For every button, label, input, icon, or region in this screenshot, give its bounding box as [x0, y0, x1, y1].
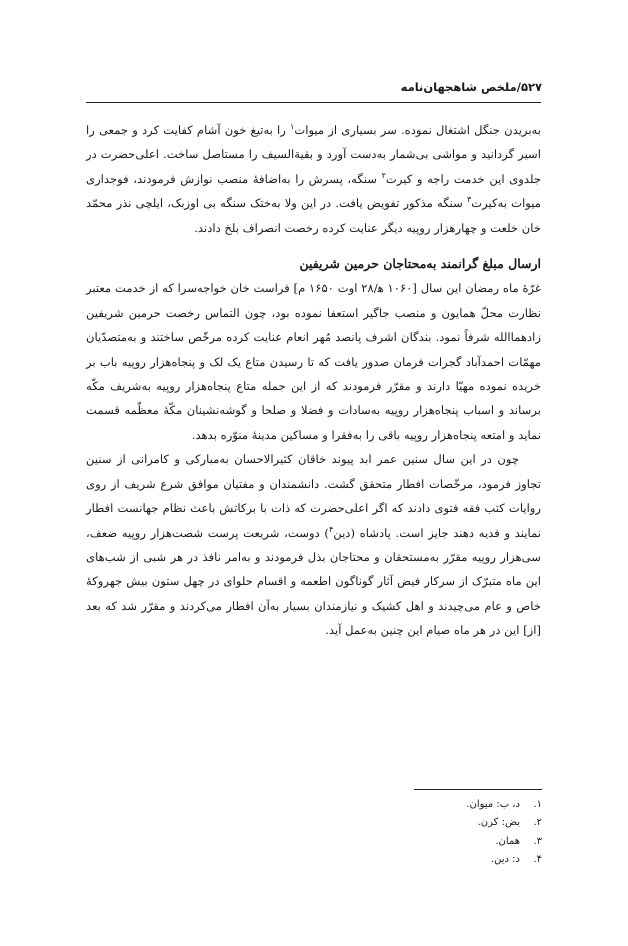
running-header: ۵۲۷/ملخص شاهجهان‌نامه	[400, 80, 542, 94]
footnote-text: همان.	[495, 835, 520, 847]
footnote-text: د، ب: میوان.	[466, 799, 520, 810]
paragraph-3-part-2: ) دوست، شریعت پرست شصت‌هزار روپیه ضعف، سی‌هزار روپیه مقرّر به‌مستحقان و محتاجان بذل فرمودند و به‌امر نافذ در هر شبی از شب‌های این ماه متبرّک از سرکار فیض آثار گوناگون اطعمه و اقسام حلوای در چهل ستون بیش جهروکهٔ خاص و عام می‌چیدند و اهل کشیک و نیازمندان بسیار به‌آن افطار می‌کردند و مقرّر شد که بعد [از] این در هر ماه صیام این چنین به‌عمل آید.	[86, 525, 541, 638]
header-rule	[86, 102, 541, 103]
footnotes	[466, 796, 542, 870]
paragraph-1	[86, 118, 541, 240]
footnote-number: ۱.	[533, 799, 542, 810]
footnote-ref-2[interactable]: ۲	[381, 170, 386, 180]
footnote-item	[466, 796, 542, 814]
footnote-ref-4[interactable]: ۴	[328, 524, 334, 534]
footnote-text: د: دین.	[490, 854, 520, 866]
paragraph-1-part-4: سنگه مذکور تفویض یافت. در این ولا به‌ختک سنگه بی اوزبک، ایلچی نذر محمّد خان خلعت و چهارهزار روپیه دیگر عنایت کرده رخصت انصراف بلخ دادند.	[86, 196, 541, 235]
footnote-number: ۳.	[533, 835, 542, 847]
paragraph-1-part-3: سنگه، پسرش را به‌اضافهٔ منصب نوازش فرمودند، فوجداری میوات به‌کیرت	[86, 171, 541, 211]
paragraph-3	[86, 447, 541, 642]
footnote-ref-3[interactable]: ۳	[466, 195, 472, 205]
footnote-text: بض: کرن.	[477, 817, 520, 829]
paragraph-3-part-1: چون در این سال سنین عمر ابد پیوند خاقان کثیرالاحسان به‌مبارکی و کامرانی از سنین تجاوز فرمود، مرخّصات افطار متحقق گشت. دانشمندان و مفتیان موافق شرع شریف از روی روایات کتب فقه فتوی دادند که اگر اعلی‌حضرت که ذات با برکاتش باعث نظام جهانست افطار نمایند و فدیه دهند جایز است. پادشاه (دین	[86, 452, 541, 540]
paragraph-2: غرّهٔ ماه رمضان این سال [۱۰۶۰ ﻫ/۲۸ اوت ۱۶۵۰ م] فراست خان خواجه‌سرا که از خدمت معتبر نظارت محلّ همایون و منصب جاگیر استعفا نموده بود، چون التماس رخصت حرمین شریفین زادهماالله شرفاً نمود. بندگان اشرف پانصد مُهر انعام عنایت کرده مرخّص ساختند و به‌متصدّیان مهمّات احمدآباد گجرات فرمان صدور یافت که تا رسیدن متاع یک لک و پنجاه‌هزار روپیه باب بر خریده نموده مهیّا دارند و مقرّر فرمودند که از این جمله متاع پنجاه‌هزار روپیه به‌شریف مکّه برساند و اسباب پنجاه‌هزار روپیه به‌سادات و فضلا و صلحا و گوشه‌نشینان مکّهٔ معظّمه قسمت نماید و امتعه پنجاه‌هزار روپیه باقی را به‌فقرا و مساکین مدینهٔ منوّره بدهد.	[86, 281, 541, 442]
paragraph-1-part-2: را به‌تیغ خون آشام کفایت کرد و جمعی را اسیر گردانید و مواشی بی‌شمار به‌دست آورد و بقیةالسیف را مستاصل ساخت. اعلی‌حضرت در جلدوی این خدمت راجه و کیرت	[86, 123, 541, 186]
paragraph-1-part-1: به‌بریدن جنگل اشتغال نموده. سر بسیاری از میوات	[294, 123, 541, 137]
body-text	[86, 118, 541, 643]
section-heading: ارسال مبلغ گرانمند به‌محتاجان حرمین شریفین	[299, 256, 541, 272]
footnote-item	[466, 851, 542, 869]
footnote-item	[466, 833, 542, 851]
footnote-ref-1[interactable]: ۱	[290, 122, 295, 132]
footnote-number: ۴.	[533, 854, 542, 866]
footnote-number: ۲.	[533, 817, 542, 829]
footnote-item	[466, 814, 542, 832]
footnote-rule	[414, 789, 542, 790]
